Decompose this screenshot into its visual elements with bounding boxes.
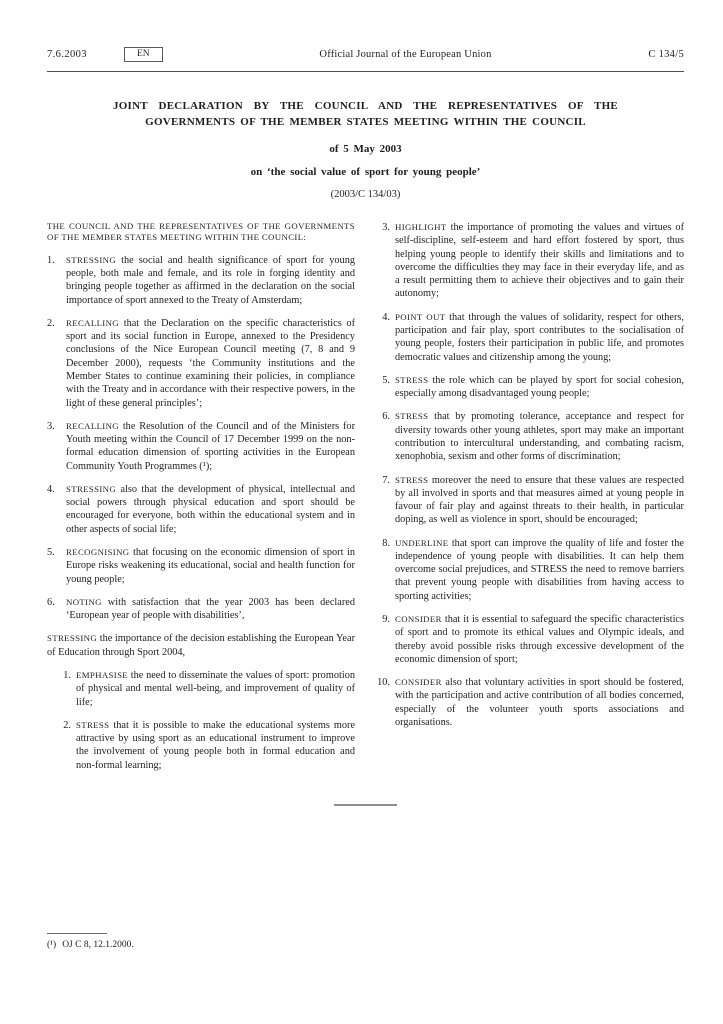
item-body: the role which can be played by sport for social cohesion, especially among disadvantaged young people; — [395, 374, 684, 400]
item-body: the Resolution of the Council and of the Ministers for Youth meeting within the Council of 17 December 1999 on the non-formal education dimension of sporting activities in the European Community Youth Programmes (¹); — [66, 420, 355, 472]
item-number: 3. — [47, 420, 55, 432]
operative-list-start — [57, 669, 355, 772]
item-keyword: STRESS — [76, 719, 110, 730]
item-text — [66, 420, 355, 473]
item-keyword: STRESSING — [66, 254, 117, 265]
item-keyword: UNDERLINE — [395, 537, 449, 548]
recital-item — [47, 546, 355, 586]
bridge-paragraph — [47, 632, 355, 659]
item-number: 5. — [47, 547, 55, 559]
operative-item — [57, 669, 355, 709]
item-keyword: NOTING — [66, 596, 102, 607]
left-column — [47, 221, 355, 782]
item-text — [66, 317, 355, 410]
item-number: 9. — [382, 614, 390, 626]
item-number: 2. — [63, 719, 71, 731]
item-body: moreover the need to ensure that these values are respected by all involved in sports and that measures aimed at young people in favour of fair play and against threats to their health, in particular doping, as well as violence in sport, should be encouraged; — [395, 474, 685, 526]
item-text — [66, 483, 355, 536]
item-body: that through the values of solidarity, respect for others, participation and fair play, sport contributes to the socialisation of young people, fosters their participation in public life, and promotes democratic values and citizenship among the young; — [395, 311, 684, 363]
recital-item — [47, 317, 355, 410]
operative-item — [376, 311, 684, 364]
item-body: that it is essential to safeguard the specific characteristics of sport and to promote its ethical values and Olympic ideals, and thereby avoid possible risks through excessive development of the economic dimension of sport; — [395, 614, 685, 665]
item-number: 2. — [47, 317, 55, 329]
item-keyword: CONSIDER — [395, 614, 442, 625]
item-body: the importance of promoting the values and virtues of self-discipline, self-esteem and hard effort fostered by sport, thus helping young people to identify their skills and limitations and to overcome the difficulties they may face in their everyday life, and as a result permitting them to achieve their objectives and to gain their autonomy; — [395, 222, 685, 300]
item-body: the need to disseminate the values of sport: promotion of physical and mental well-being, and improvement of quality of life; — [76, 670, 355, 708]
item-text — [395, 676, 684, 729]
item-number: 1. — [47, 254, 55, 266]
page-header — [47, 47, 684, 72]
recital-item — [47, 254, 355, 307]
item-keyword: EMPHASISE — [76, 670, 129, 680]
preamble: THE COUNCIL AND THE REPRESENTATIVES OF THE GOVERNMENTS OF THE MEMBER STATES MEETING WITHIN THE COUNCIL: — [47, 221, 355, 243]
right-column — [376, 221, 684, 782]
item-keyword: STRESS — [395, 374, 429, 385]
item-keyword: STRESSING — [47, 633, 98, 644]
footnote-body: OJ C 8, 12.1.2000. — [62, 940, 134, 950]
operative-item — [57, 719, 355, 772]
footnote-marker: (¹) — [47, 940, 57, 950]
item-keyword: RECALLING — [66, 317, 119, 328]
item-keyword: RECOGNISING — [66, 547, 130, 558]
item-body: also that voluntary activities in sport should be fostered, with the participation and active contribution of all bodies concerned, especially of the volunteer youth sports associations and organisations. — [395, 677, 684, 728]
item-text — [395, 410, 684, 463]
operative-item — [376, 613, 684, 666]
item-number: 10. — [377, 677, 390, 689]
item-keyword: STRESS — [395, 474, 429, 485]
journal-name: Official Journal of the European Union — [319, 49, 492, 60]
item-number: 6. — [47, 596, 55, 608]
item-text — [66, 596, 355, 623]
footnote — [47, 933, 134, 950]
item-keyword: POINT OUT — [395, 311, 446, 322]
document-date-line: of 5 May 2003 — [329, 143, 402, 155]
item-body: that the Declaration on the specific characteristics of sport and its social function in Europe, annexed to the Presidency conclusions of the Nice European Council meeting (7, 8 and 9 December 2000), requests ‘the Community institutions and the Member States to continue examining their policies, in compliance with the Treaty and in accordance with their respective powers, in the light of these general principles’; — [66, 317, 355, 409]
recitals-list — [47, 254, 355, 623]
item-text — [66, 254, 355, 307]
item-keyword: CONSIDER — [395, 677, 442, 688]
item-number: 5. — [382, 374, 390, 386]
header-date: 7.6.2003 — [47, 49, 87, 60]
operative-item — [376, 474, 684, 527]
item-text — [395, 374, 684, 401]
document-title: JOINT DECLARATION BY THE COUNCIL AND THE REPRESENTATIVES OF THE GOVERNMENTS OF THE MEMBER STATES MEETING WITHIN THE COUNCIL — [113, 100, 618, 128]
item-text — [395, 221, 684, 301]
operative-item — [376, 410, 684, 463]
item-text — [395, 537, 684, 603]
recital-item — [47, 420, 355, 473]
title-block — [47, 99, 684, 200]
item-body: that it is possible to make the educational systems more attractive by using sport as an educational instrument to improve the involvement of young people both in formal education and non-formal learning; — [76, 719, 356, 771]
item-keyword: STRESS — [395, 411, 429, 422]
item-number: 1. — [63, 670, 71, 681]
footnote-rule — [47, 933, 107, 934]
item-body: that by promoting tolerance, acceptance and respect for diversity towards other young athletes, sport may make an important contribution to intercultural understanding, and combating racism, xenophobia, sexism and other forms of discrimination; — [395, 411, 684, 463]
item-number: 8. — [382, 537, 390, 549]
item-text — [66, 546, 355, 586]
item-keyword: HIGHLIGHT — [395, 222, 447, 232]
recital-item — [47, 483, 355, 536]
operative-item — [376, 374, 684, 401]
item-text — [395, 613, 684, 666]
page-reference: C 134/5 — [648, 49, 684, 60]
item-body: that focusing on the economic dimension of sport in Europe risks weakening its educational, social and health function for young people; — [66, 547, 355, 585]
operative-item — [376, 676, 684, 729]
item-number: 3. — [382, 222, 390, 233]
item-body: that sport can improve the quality of life and foster the independence of young people with disabilities. It can help them overcome social prejudices, and STRESS the need to remove barriers that prevent young people with disabilities from having access to sporting activities; — [395, 537, 685, 602]
operative-item — [376, 537, 684, 603]
item-text — [76, 669, 355, 709]
item-number: 7. — [382, 474, 390, 486]
item-body: the social and health significance of sport for young people, both male and female, and its role in forging identity and bringing people together as affirmed in the declaration on the social importance of sport annexed to the Treaty of Amsterdam; — [66, 254, 355, 306]
item-body: with satisfaction that the year 2003 has been declared ‘European year of people with disabilities’, — [66, 596, 356, 622]
item-keyword: RECALLING — [66, 420, 119, 431]
footnote-text — [47, 940, 134, 950]
language-code-box: EN — [124, 47, 163, 62]
item-body: the importance of the decision establishing the European Year of Education through Sport 2004, — [47, 633, 355, 658]
item-text — [76, 719, 355, 772]
item-number: 6. — [382, 411, 390, 423]
document-body — [47, 221, 684, 782]
document-subject-line: on ‘the social value of sport for young people’ — [250, 166, 481, 178]
document-reference: (2003/C 134/03) — [330, 189, 401, 200]
operative-item — [376, 221, 684, 301]
item-text — [395, 474, 684, 527]
section-divider — [334, 804, 397, 806]
item-keyword: STRESSING — [66, 483, 117, 494]
item-number: 4. — [47, 483, 55, 495]
item-text — [395, 311, 684, 364]
recital-item — [47, 596, 355, 623]
item-number: 4. — [382, 311, 390, 323]
item-body: also that the development of physical, intellectual and social powers through physical education and sport should be encouraged for everyone, both within the educational system and in other aspects of social life; — [66, 483, 356, 535]
